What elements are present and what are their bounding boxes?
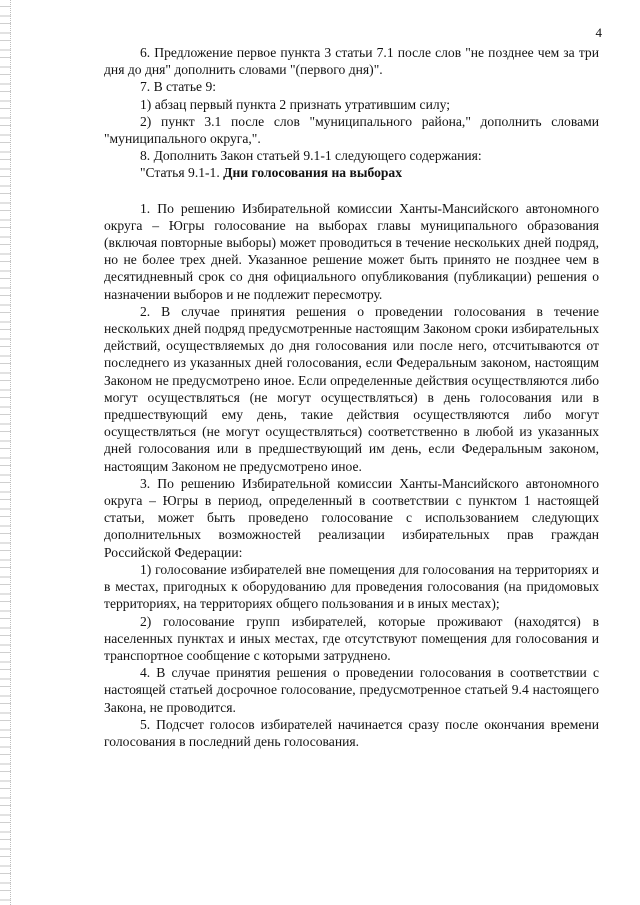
- paragraph-amendment-7-item-1: 1) абзац первый пункта 2 признать утратившим силу;: [140, 96, 451, 112]
- paragraph-amendment-7-item-2: 2) пункт 3.1 после слов "муниципального района," дополнить словами "муниципального округа,".: [104, 113, 599, 147]
- paragraph-amendment-8: 8. Дополнить Закон статьей 9.1-1 следующего содержания:: [140, 148, 482, 164]
- page-number: 4: [595, 25, 602, 40]
- article-paragraph-4: 4. В случае принятия решения о проведении голосования в соответствии с настоящей статьей досрочное голосование, предусмотренное статьей 9.4 настоящего Закона, не проводится.: [104, 665, 599, 715]
- document-body: [104, 44, 599, 750]
- article-heading: [104, 164, 599, 181]
- article-heading-prefix: "Статья 9.1-1.: [140, 165, 224, 181]
- article-paragraph-5: 5. Подсчет голосов избирателей начинается сразу после окончания времени голосования в последний день голосования.: [104, 716, 599, 749]
- scan-binding-edge: [0, 0, 11, 905]
- paragraph-amendment-6: 6. Предложение первое пункта 3 статьи 7.1 после слов "не позднее чем за три дня до дня" дополнить словами "(первого дня)".: [104, 45, 599, 78]
- article-paragraph-3-item-1: 1) голосование избирателей вне помещения для голосования на территориях и в местах, пригодных к оборудованию для проведения голосования (на придомовых территориях, на территориях общего пользования и в иных местах);: [104, 561, 599, 612]
- article-heading-title: Дни голосования на выборах: [223, 165, 403, 181]
- paragraph-amendment-7: 7. В статье 9:: [140, 79, 217, 95]
- article-paragraph-3: 3. По решению Избирательной комиссии Ханты-Мансийского автономного округа – Югры в период, определенный в соответствии с пунктом 1 настоящей статьи, может быть проведено голосование с использованием следующих дополнительных возможностей реализации избирательных прав граждан Российской Федерации:: [104, 475, 599, 560]
- article-paragraph-2: 2. В случае принятия решения о проведении голосования в течение нескольких дней подряд предусмотренные настоящим Законом сроки избирательных действий, осуществляемых до дня голосования или после него, отсчитываются от последнего из указанных дней голосования, если Федеральным законом, настоящим Законом не предусмотрено иное. Если определенные действия осуществляются либо могут осуществляться (не могут осуществляться) в день голосования или в предшествующий ему день, такие действия осуществляются либо могут осуществляться (не могут осуществляться) соответственно в любой из указанных дней голосования или в предшествующий им день, если Федеральным законом, настоящим Законом не предусмотрено иное.: [104, 303, 599, 474]
- article-paragraph-1: 1. По решению Избирательной комиссии Ханты-Мансийского автономного округа – Югры голосование на выборах главы муниципального образования (включая повторные выборы) может проводиться в течение нескольких дней подряд, но не более трех дней. Указанное решение может быть принято не позднее чем в десятидневный срок со дня официального опубликования (публикации) решения о назначении выборов и не подлежит пересмотру.: [104, 200, 599, 302]
- article-paragraph-3-item-2: 2) голосование групп избирателей, которые проживают (находятся) в населенных пунктах и иных местах, где отсутствуют помещения для голосования и транспортное сообщение с которыми затруднено.: [104, 613, 599, 663]
